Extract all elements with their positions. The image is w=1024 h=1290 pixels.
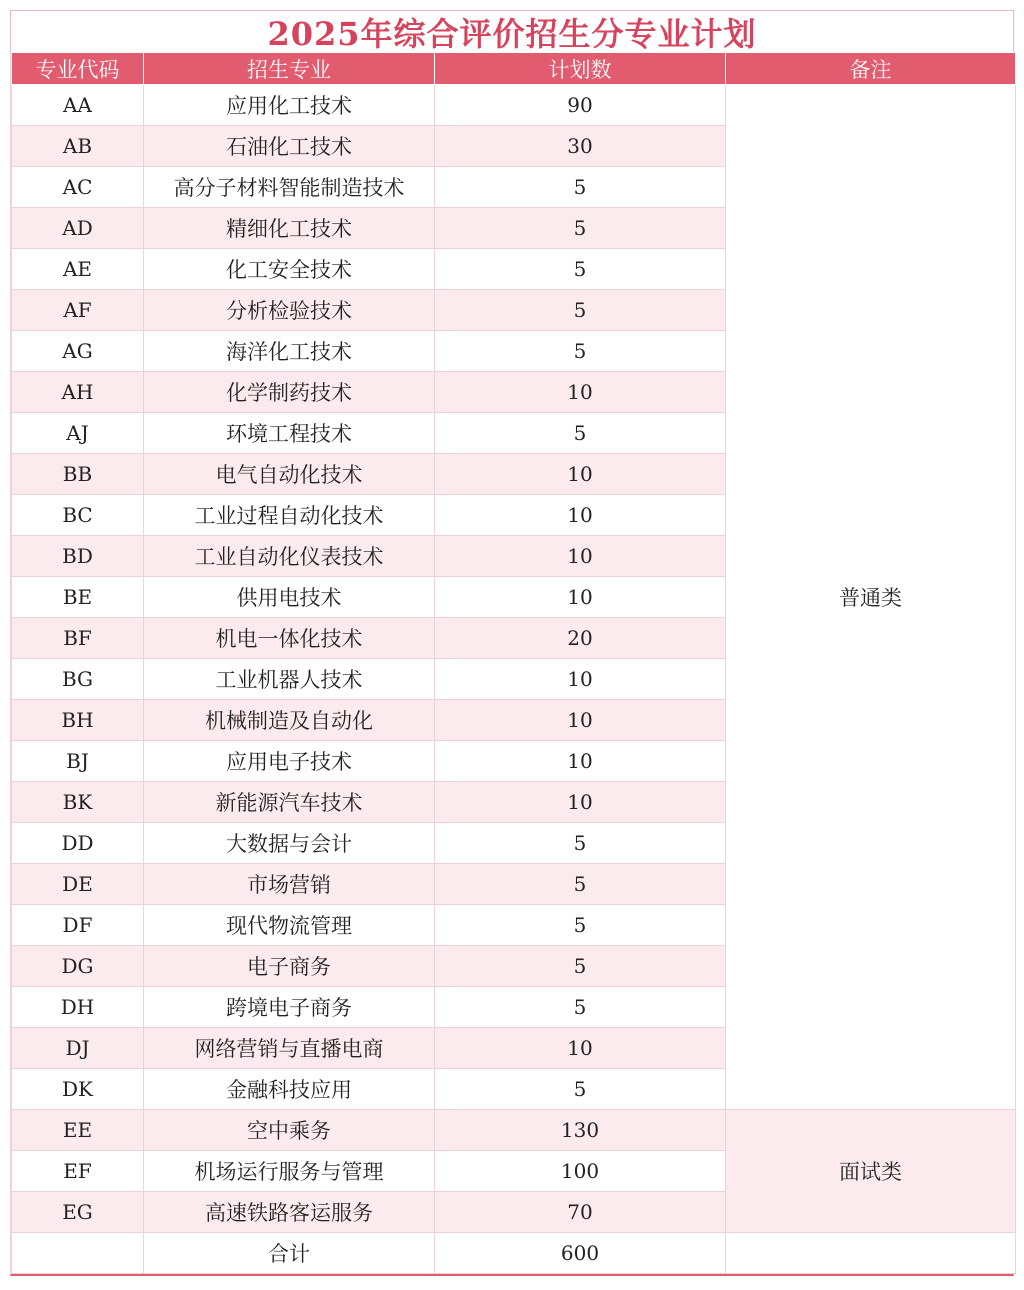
row-major: 工业过程自动化技术 [144, 495, 435, 536]
row-major: 机场运行服务与管理 [144, 1151, 435, 1192]
header-code: 专业代码 [12, 53, 144, 85]
row-plan: 5 [435, 864, 726, 905]
row-plan: 10 [435, 700, 726, 741]
row-code: AA [12, 85, 144, 126]
enrollment-plan-table [11, 52, 1016, 1274]
row-code: BD [12, 536, 144, 577]
row-plan: 10 [435, 782, 726, 823]
row-code: AD [12, 208, 144, 249]
row-major: 网络营销与直播电商 [144, 1028, 435, 1069]
row-major: 市场营销 [144, 864, 435, 905]
row-plan: 30 [435, 126, 726, 167]
row-plan: 5 [435, 331, 726, 372]
row-code: AB [12, 126, 144, 167]
row-code: BJ [12, 741, 144, 782]
row-major: 现代物流管理 [144, 905, 435, 946]
row-major: 工业自动化仪表技术 [144, 536, 435, 577]
row-code: DK [12, 1069, 144, 1110]
row-major: 新能源汽车技术 [144, 782, 435, 823]
row-code: AC [12, 167, 144, 208]
row-code: BE [12, 577, 144, 618]
row-plan: 5 [435, 1069, 726, 1110]
row-code: DE [12, 864, 144, 905]
plan-sheet [10, 10, 1014, 1276]
row-code: AE [12, 249, 144, 290]
row-plan: 5 [435, 905, 726, 946]
row-major: 高分子材料智能制造技术 [144, 167, 435, 208]
row-plan: 5 [435, 167, 726, 208]
table-row [12, 1110, 1016, 1151]
row-code: DF [12, 905, 144, 946]
row-code: DJ [12, 1028, 144, 1069]
row-plan: 10 [435, 536, 726, 577]
row-major: 精细化工技术 [144, 208, 435, 249]
row-code: AG [12, 331, 144, 372]
total-label: 合计 [144, 1233, 435, 1274]
row-code: BB [12, 454, 144, 495]
total-row [12, 1233, 1016, 1274]
row-major: 环境工程技术 [144, 413, 435, 454]
table-frame [10, 52, 1014, 1276]
row-major: 应用电子技术 [144, 741, 435, 782]
row-major: 空中乘务 [144, 1110, 435, 1151]
row-major: 机电一体化技术 [144, 618, 435, 659]
total-code-empty [12, 1233, 144, 1274]
total-value: 600 [435, 1233, 726, 1274]
row-major: 金融科技应用 [144, 1069, 435, 1110]
row-major: 分析检验技术 [144, 290, 435, 331]
row-code: BG [12, 659, 144, 700]
row-major: 跨境电子商务 [144, 987, 435, 1028]
row-plan: 10 [435, 659, 726, 700]
row-major: 电子商务 [144, 946, 435, 987]
row-plan: 70 [435, 1192, 726, 1233]
row-plan: 5 [435, 290, 726, 331]
row-code: BK [12, 782, 144, 823]
row-plan: 5 [435, 208, 726, 249]
header-row [12, 53, 1016, 85]
row-major: 供用电技术 [144, 577, 435, 618]
row-major: 工业机器人技术 [144, 659, 435, 700]
row-plan: 10 [435, 454, 726, 495]
row-plan: 10 [435, 495, 726, 536]
row-plan: 10 [435, 372, 726, 413]
row-major: 海洋化工技术 [144, 331, 435, 372]
row-code: AJ [12, 413, 144, 454]
row-major: 化学制药技术 [144, 372, 435, 413]
row-code: EF [12, 1151, 144, 1192]
row-plan: 20 [435, 618, 726, 659]
row-plan: 10 [435, 1028, 726, 1069]
row-major: 电气自动化技术 [144, 454, 435, 495]
row-plan: 10 [435, 577, 726, 618]
row-plan: 10 [435, 741, 726, 782]
row-plan: 5 [435, 413, 726, 454]
row-plan: 5 [435, 946, 726, 987]
row-major: 大数据与会计 [144, 823, 435, 864]
row-major: 化工安全技术 [144, 249, 435, 290]
row-code: AF [12, 290, 144, 331]
note-regular: 普通类 [726, 85, 1016, 1110]
row-plan: 5 [435, 823, 726, 864]
row-major: 石油化工技术 [144, 126, 435, 167]
row-plan: 5 [435, 987, 726, 1028]
header-note: 备注 [726, 53, 1016, 85]
row-code: BF [12, 618, 144, 659]
row-major: 高速铁路客运服务 [144, 1192, 435, 1233]
row-code: DG [12, 946, 144, 987]
total-note-empty [726, 1233, 1016, 1274]
row-plan: 100 [435, 1151, 726, 1192]
header-major: 招生专业 [144, 53, 435, 85]
row-plan: 5 [435, 249, 726, 290]
row-code: EG [12, 1192, 144, 1233]
row-code: EE [12, 1110, 144, 1151]
row-code: BH [12, 700, 144, 741]
sheet-title: 2025年综合评价招生分专业计划 [10, 10, 1014, 52]
row-plan: 130 [435, 1110, 726, 1151]
table-body [12, 85, 1016, 1274]
row-major: 应用化工技术 [144, 85, 435, 126]
row-plan: 90 [435, 85, 726, 126]
row-code: DD [12, 823, 144, 864]
header-plan: 计划数 [435, 53, 726, 85]
row-major: 机械制造及自动化 [144, 700, 435, 741]
row-code: BC [12, 495, 144, 536]
row-code: DH [12, 987, 144, 1028]
row-code: AH [12, 372, 144, 413]
note-interview: 面试类 [726, 1110, 1016, 1233]
table-row [12, 85, 1016, 126]
